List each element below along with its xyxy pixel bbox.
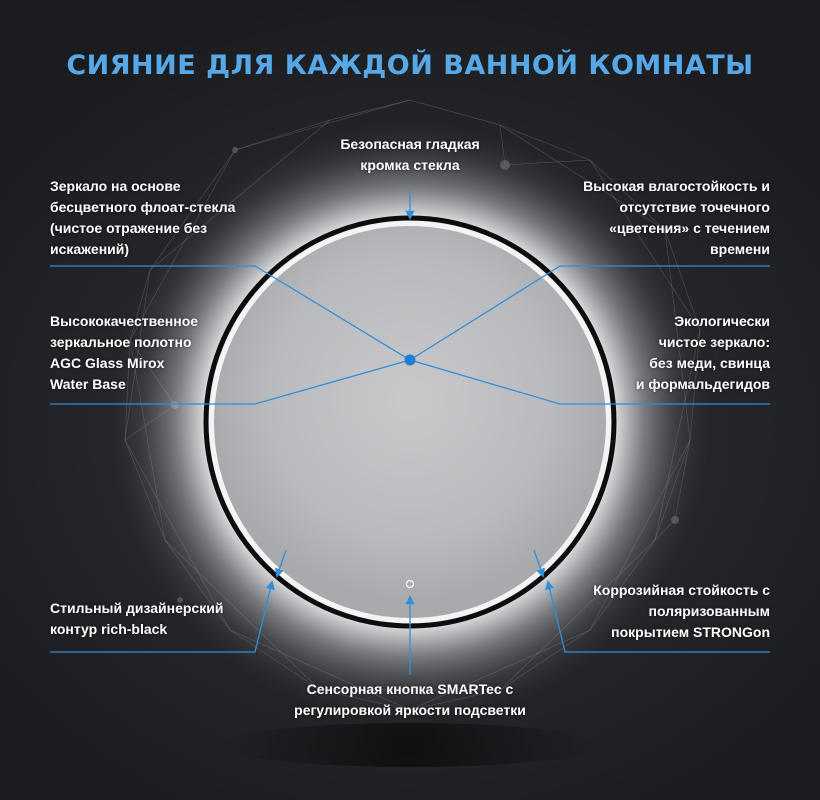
callout-text-line: Стильный дизайнерский [50, 600, 224, 616]
callout-bottom-label [250, 679, 570, 721]
callout-text-line: Water Base [50, 376, 126, 392]
callout-text-line: без меди, свинца [649, 355, 770, 371]
callout-text-line: поляризованным [648, 603, 770, 619]
callout-text-line: (чистое отражение без [50, 220, 208, 236]
callout-right-1-label [510, 176, 770, 260]
callout-right-2-label [510, 311, 770, 395]
callout-text-line: «цветения» с течением [609, 220, 770, 236]
callout-text-line: чистое зеркало: [658, 334, 770, 350]
callout-text-line: Коррозийная стойкость с [593, 582, 770, 598]
callout-text-line: бесцветного флоат-стекла [50, 199, 236, 215]
callout-text-line: Безопасная гладкая [340, 136, 480, 152]
callout-left-3-label [50, 598, 290, 640]
callout-text-line: кромка стекла [360, 157, 460, 173]
page-title: СИЯНИЕ ДЛЯ КАЖДОЙ ВАННОЙ КОМНАТЫ [66, 50, 754, 81]
callout-left-1-label [50, 176, 290, 260]
mirror-glass [214, 226, 606, 618]
callout-text-line: Экологически [674, 313, 770, 329]
floor-shadow [220, 723, 600, 767]
callout-center-dot [405, 355, 416, 366]
callout-top-label [300, 134, 520, 176]
callout-text-line: искажений) [50, 241, 130, 257]
callout-text-line: зеркальное полотно [50, 334, 192, 350]
callout-text-line: времени [710, 241, 770, 257]
callout-text-line: покрытием STRONGon [611, 624, 770, 640]
callout-text-line: Зеркало на основе [50, 178, 181, 194]
callout-text-line: Высокая влагостойкость и [583, 178, 770, 194]
callout-text-line: отсутствие точечного [619, 199, 770, 215]
callout-text-line: и формальдегидов [635, 376, 770, 392]
callout-text-line: Сенсорная кнопка SMARTec с [306, 681, 514, 697]
callout-right-3-label [510, 580, 770, 643]
callout-text-line: регулировкой яркости подсветки [294, 702, 526, 718]
callout-left-2-label [50, 311, 290, 395]
callout-text-line: контур rich-black [50, 621, 168, 637]
callout-text-line: Высококачественное [50, 313, 199, 329]
callout-text-line: AGC Glass Mirox [50, 355, 165, 371]
